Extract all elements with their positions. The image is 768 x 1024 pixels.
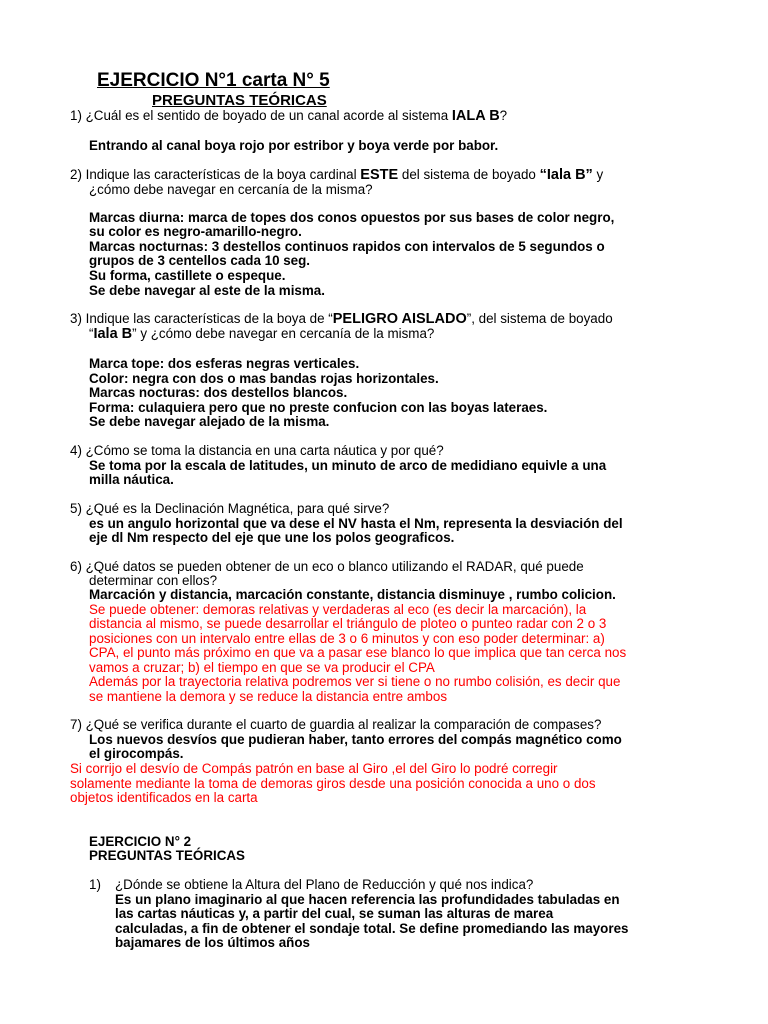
answer-7-line: Los nuevos desvíos que pudieran haber, tanto errores del compás magnético como [89,732,622,747]
question-text: ”, del sistema de boyado [466,311,613,326]
question-highlight: PELIGRO AISLADO [332,311,467,327]
question-text: del sistema de boyado [398,167,540,182]
answer-3-line: Marcas nocturas: dos destellos blancos. [89,385,348,400]
exercise-1-title: EJERCICIO N°1 carta N° 5 [97,70,330,91]
answer-6-note-line: vamos a cruzar; b) el tiempo en que se va producir el CPA [89,660,435,675]
answer-3-line: Forma: culaquiera pero que no preste confucion con las boyas lateraes. [89,400,548,415]
answer-3-line: Se debe navegar alejado de la misma. [89,414,330,429]
question-text: 1) ¿Cuál es el sentido de boyado de un canal acorde al sistema [70,108,452,123]
question-highlight: “Iala B” [539,167,593,183]
exercise-2-title: EJERCICIO N° 2 [89,834,192,849]
question-text: 2) Indique las características de la boya cardinal [70,167,361,182]
answer-7-note-line: Si corrijo el desvío de Compás patrón en base al Giro ,el del Giro lo podré corregir [70,761,558,776]
question-text: 3) Indique las características de la boya de “ [70,311,333,326]
question-7: 7) ¿Qué se verifica durante el cuarto de guardia al realizar la comparación de compases? [70,717,602,732]
question-4: 4) ¿Cómo se toma la distancia en una carta náutica y por qué? [70,443,444,458]
answer-6-note-line: distancia al mismo, se puede desarrollar el triángulo de ploteo o punteo radar con 2 o 3 [89,616,607,631]
question-text: ? [499,108,508,123]
answer-5-line: eje dl Nm respecto del eje que une los polos geograficos. [89,530,455,545]
question-highlight: IALA B [451,108,500,124]
question-3 [70,311,613,327]
question-6: 6) ¿Qué datos se pueden obtener de un eco o blanco utilizando el RADAR, qué puede [70,559,584,574]
answer-2-line: grupos de 3 centellos cada 10 seg. [89,253,311,268]
exercise-2-answer-line: calculadas, a fin de obtener el sondaje total. Se define promediando las mayores [115,921,629,936]
answer-7-line: el girocompás. [89,746,184,761]
answer-2-line: su color es negro-amarillo-negro. [89,224,302,239]
exercise-1-subtitle: PREGUNTAS TEÓRICAS [152,92,327,109]
question-6-line-2: determinar con ellos? [89,573,218,588]
answer-6-note-line: CPA, el punto más próximo en que va a pasar ese blanco lo que implica que tan cerca nos [89,645,627,660]
answer-2-line: Se debe navegar al este de la misma. [89,283,325,298]
answer-5-line: es un angulo horizontal que va dese el NV hasta el Nm, representa la desviación del [89,516,623,531]
question-3-line-2 [89,326,434,342]
question-highlight: ESTE [360,167,399,183]
exercise-2-question-1: ¿Dónde se obtiene la Altura del Plano de Reducción y qué nos indica? [115,877,534,892]
answer-6-note-line: Se puede obtener: demoras relativas y verdaderas al eco (es decir la marcación), la [89,602,587,617]
exercise-2-answer-line: Es un plano imaginario al que hacen referencia las profundidades tabuladas en [115,892,620,907]
exercise-2-answer-line: bajamares de los últimos años [115,935,310,950]
exercise-2-answer-line: las cartas náuticas y, a partir del cual, se suman las alturas de marea [115,906,554,921]
question-5: 5) ¿Qué es la Declinación Magnética, para qué sirve? [70,501,390,516]
question-1 [70,108,507,124]
answer-3-line: Color: negra con dos o mas bandas rojas horizontales. [89,371,439,386]
question-2 [70,167,603,183]
answer-2-line: Marcas nocturnas: 3 destellos continuos rapidos con intervalos de 5 segundos o [89,239,605,254]
answer-3-line: Marca tope: dos esferas negras verticales. [89,356,360,371]
answer-6-note-line: se mantiene la demora y se reduce la distancia entre ambos [89,689,448,704]
answer-7-note-line: objetos identificados en la carta [70,790,258,805]
answer-4-line: milla náutica. [89,472,174,487]
question-text: “ [89,326,94,341]
exercise-2-subtitle: PREGUNTAS TEÓRICAS [89,848,245,863]
exercise-2-question-number: 1) [89,877,101,892]
answer-2-line: Marcas diurna: marca de topes dos conos opuestos por sus bases de color negro, [89,210,615,225]
question-text: y [592,167,604,182]
answer-4-line: Se toma por la escala de latitudes, un minuto de arco de medidiano equivle a una [89,458,607,473]
answer-6-note-line: posiciones con un intervalo entre ellas de 3 o 6 minutos y con eso poder determinar: a) [89,631,605,646]
answer-1: Entrando al canal boya rojo por estribor y boya verde por babor. [89,138,499,153]
answer-7-note-line: solamente mediante la toma de demoras giros desde una posición conocida a uno o dos [70,776,596,791]
question-text: ” y ¿cómo debe navegar en cercanía de la misma? [132,326,435,341]
answer-2-line: Su forma, castillete o espeque. [89,268,286,283]
question-highlight: Iala B [93,326,133,342]
answer-6-line: Marcación y distancia, marcación constante, distancia disminuye , rumbo colicion. [89,587,616,602]
question-2-line-2: ¿cómo debe navegar en cercanía de la misma? [89,182,373,197]
answer-6-note-line: Además por la trayectoria relativa podremos ver si tiene o no rumbo colisión, es decir que [89,674,621,689]
